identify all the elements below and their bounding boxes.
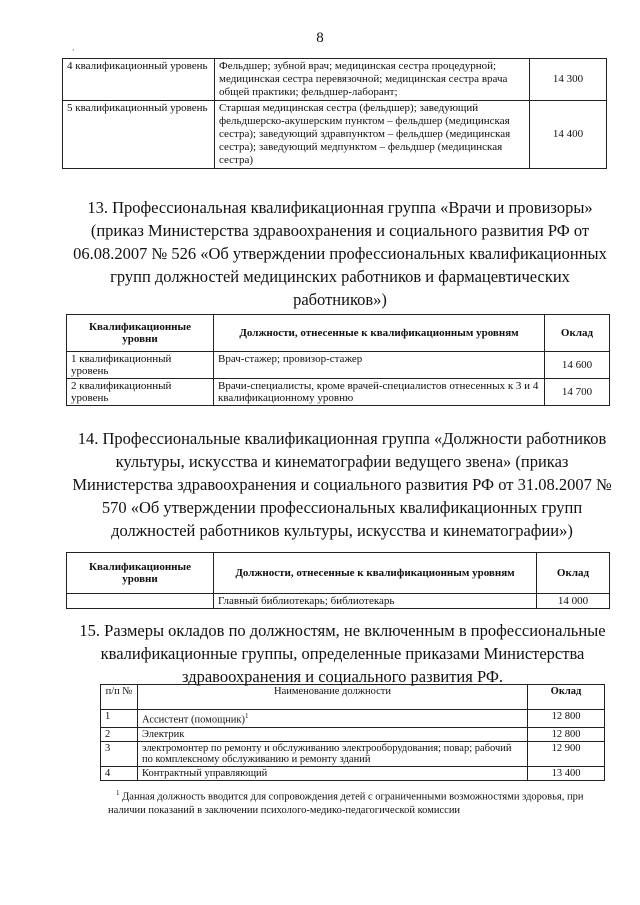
footnote-text: Данная должность вводится для сопровождения детей с ограниченными возможностями здоровья, при наличии показаний в заключении психолого-медико-педагогической комиссии	[108, 791, 584, 816]
header-salary: Оклад	[537, 553, 610, 594]
table-row	[101, 766, 605, 780]
salary-cell: 12 900	[528, 741, 605, 766]
footnote-marker: 1	[116, 789, 120, 797]
positions-cell: Старшая медицинская сестра (фельдшер); заведующий фельдшерско-акушерским пунктом – фельдшер (медицинская сестра); заведующий здравпунктом – фельдшер (медицинская сестра); заведующий медпунктом – фельдшер (медицинская сестра)	[215, 101, 530, 169]
level-cell: 2 квалификационный уровень	[67, 379, 214, 406]
footnote-divider	[108, 780, 258, 781]
level-cell: 5 квалификационный уровень	[63, 101, 215, 169]
header-num: п/п №	[101, 685, 138, 710]
level-cell: 4 квалификационный уровень	[63, 59, 215, 101]
salary-cell: 14 000	[537, 594, 610, 609]
footnote	[108, 787, 613, 817]
header-positions: Должности, отнесенные к квалификационным уровням	[214, 553, 537, 594]
salary-cell: 14 400	[530, 101, 607, 169]
positions-cell: Врачи-специалисты, кроме врачей-специалистов отнесенных к 3 и 4 квалификационному уровню	[214, 379, 545, 406]
footnote-ref: 1	[245, 712, 249, 720]
header-name: Наименование должности	[138, 685, 528, 710]
table-header-row	[101, 685, 605, 710]
header-salary: Оклад	[545, 315, 610, 352]
scan-dot: ·	[72, 46, 75, 55]
salary-cell: 14 300	[530, 59, 607, 101]
table-header-row	[67, 315, 610, 352]
section-14-table	[66, 552, 610, 609]
section-13-table	[66, 314, 610, 406]
table-row	[67, 352, 610, 379]
num-cell: 4	[101, 766, 138, 780]
table-row	[63, 59, 607, 101]
name-cell	[138, 710, 528, 728]
level-cell: 1 квалификационный уровень	[67, 352, 214, 379]
header-salary: Оклад	[528, 685, 605, 710]
table-row	[101, 710, 605, 728]
salary-cell: 12 800	[528, 710, 605, 728]
name-text: Ассистент (помощник)	[142, 714, 245, 726]
table-row	[67, 594, 610, 609]
page-number: 8	[316, 30, 324, 46]
table-row	[101, 727, 605, 741]
table-header-row	[67, 553, 610, 594]
table-row	[63, 101, 607, 169]
salary-cell: 13 400	[528, 766, 605, 780]
header-positions: Должности, отнесенные к квалификационным уровням	[214, 315, 545, 352]
positions-cell: Фельдшер; зубной врач; медицинская сестра процедурной; медицинская сестра перевязочной; медицинская сестра врача общей практики; фельдшер-лаборант;	[215, 59, 530, 101]
table-row	[101, 741, 605, 766]
section-15-heading: 15. Размеры окладов по должностям, не включенным в профессиональные квалификационные группы, определенные приказами Министерства здравоохранения и социального развития РФ.	[79, 621, 606, 686]
salary-cell: 12 800	[528, 727, 605, 741]
section-15-table	[100, 684, 605, 781]
num-cell: 2	[101, 727, 138, 741]
positions-cell: Врач-стажер; провизор-стажер	[214, 352, 545, 379]
level-cell	[67, 594, 214, 609]
table-row	[67, 379, 610, 406]
name-cell: электромонтер по ремонту и обслуживанию электрооборудования; повар; рабочий по комплексному обслуживанию и ремонту зданий	[138, 741, 528, 766]
positions-cell: Главный библиотекарь; библиотекарь	[214, 594, 537, 609]
section-13-heading: 13. Профессиональная квалификационная группа «Врачи и провизоры» (приказ Министерства здравоохранения и социального развития РФ от 06.08.2007 № 526 «Об утверждении профессиональных квалификационных групп должностей медицинских работников и фармацевтических работников»)	[73, 198, 607, 309]
header-level: Квалификационные уровни	[67, 315, 214, 352]
header-level: Квалификационные уровни	[67, 553, 214, 594]
name-cell: Контрактный управляющий	[138, 766, 528, 780]
num-cell: 1	[101, 710, 138, 728]
name-cell: Электрик	[138, 727, 528, 741]
salary-cell: 14 700	[545, 379, 610, 406]
num-cell: 3	[101, 741, 138, 766]
table-continued	[62, 58, 607, 169]
salary-cell: 14 600	[545, 352, 610, 379]
section-14-heading: 14. Профессиональные квалификационная группа «Должности работников культуры, искусства и кинематографии ведущего звена» (приказ Министерства здравоохранения и социального развития РФ от 31.08.2007 № 570 «Об утверждении профессиональных квалификационных групп должностей работников культуры, искусства и кинематографии»)	[72, 429, 612, 540]
